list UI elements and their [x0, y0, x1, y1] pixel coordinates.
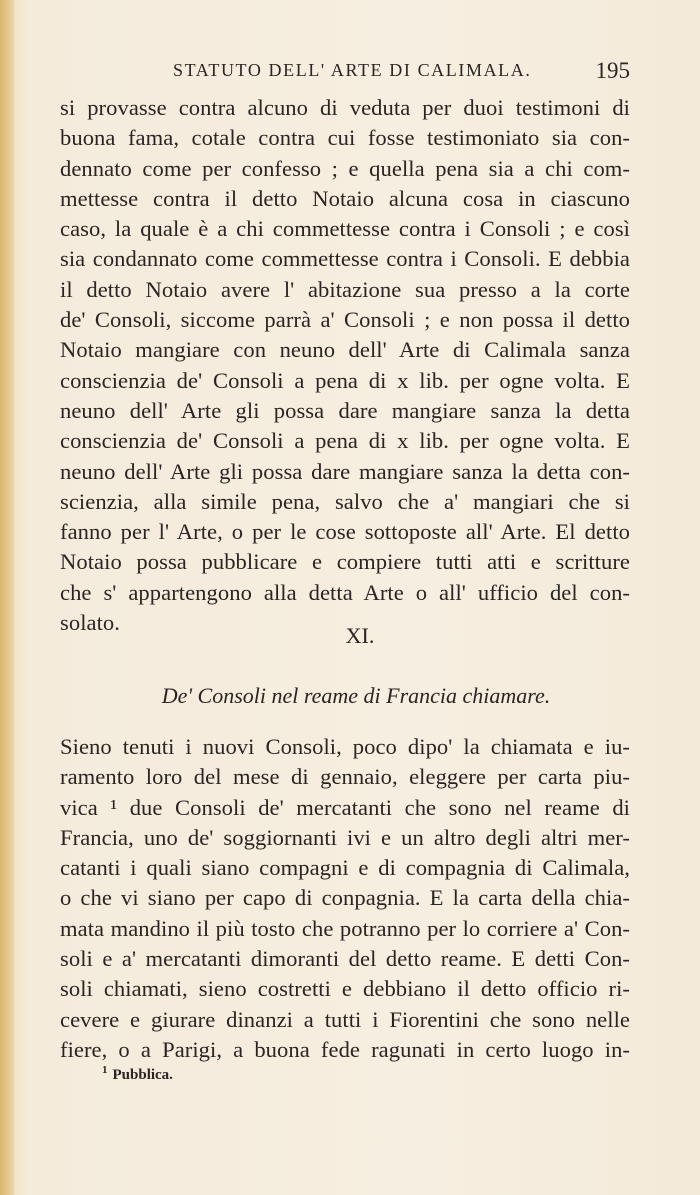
text-line: fiere, o a Parigi, a buona fede ragunati in certo luogo in- [60, 1036, 630, 1062]
paragraph-1 [60, 93, 630, 638]
text-line: Francia, uno de' soggiornanti ivi e un altro degli altri mer- [60, 824, 630, 850]
text-line: il detto Notaio avere l' abitazione sua presso a la corte [60, 276, 630, 302]
text-line: solato. [60, 610, 120, 636]
footnote-text: Pubblica. [112, 1067, 173, 1083]
text-line: buona fama, cotale contra cui fosse testimoniato sia con- [60, 125, 630, 151]
text-line: conscienzia de' Consoli a pena di x lib. per ogne volta. E [60, 367, 630, 393]
text-line: conscienzia de' Consoli a pena di x lib. per ogne volta. E [60, 428, 630, 454]
text-line: sia condannato come commettesse contra i Consoli. E debbia [60, 246, 630, 272]
page-number: 195 [595, 58, 630, 83]
paragraph-2 [60, 732, 630, 1065]
text-line: neuno dell' Arte gli possa dare mangiare sanza la detta [60, 397, 630, 423]
text-line: dennato come per confesso ; e quella pena sia a chi com- [60, 155, 630, 181]
text-line: mata mandino il più tosto che potranno per lo corriere a' Con- [60, 915, 630, 941]
text-line: mettesse contra il detto Notaio alcuna cosa in ciascuno [60, 185, 630, 211]
text-line: Notaio possa pubblicare e compiere tutti atti e scritture [60, 549, 630, 575]
text-line: de' Consoli, siccome parrà a' Consoli ; e non possa il detto [60, 307, 630, 333]
page-header [60, 58, 630, 88]
text-line: caso, la quale è a chi commettesse contra i Consoli ; e così [60, 216, 630, 242]
page-gutter [0, 0, 14, 1195]
text-line: ramento loro del mese di gennaio, eleggere per carta piu- [60, 764, 630, 790]
text-line: che s' appartengono alla detta Arte o all' ufficio del con- [60, 579, 630, 605]
text-line: si provasse contra alcuno di veduta per duoi testimoni di [60, 95, 630, 120]
text-line: cevere e giurare dinanzi a tutti i Fiorentini che sono nelle [60, 1006, 630, 1032]
section-title: De' Consoli nel reame di Francia chiamare. [161, 683, 551, 708]
footnote-marker: 1 [102, 1064, 108, 1076]
running-head: STATUTO DELL' ARTE DI CALIMALA. [173, 60, 532, 80]
text-line: catanti i quali siano compagni e di compagnia di Calimala, [60, 855, 630, 881]
text-line: vica ¹ due Consoli de' mercatanti che sono nel reame di [60, 794, 630, 820]
text-line: soli chiamati, sieno costretti e debbiano il detto officio ri- [60, 976, 630, 1002]
text-line: neuno dell' Arte gli possa dare mangiare sanza la detta con- [60, 458, 630, 484]
text-line: scienzia, alla simile pena, salvo che a' mangiari che si [60, 488, 630, 514]
text-line: Notaio mangiare con neuno dell' Arte di Calimala sanza [60, 337, 630, 363]
text-line: soli e a' mercatanti dimoranti del detto reame. E detti Con- [60, 946, 630, 972]
footnote [102, 1064, 173, 1084]
text-line: fanno per l' Arte, o per le cose sottoposte all' Arte. El detto [60, 519, 630, 545]
text-line: Sieno tenuti i nuovi Consoli, poco dipo' la chiamata e iu- [60, 734, 630, 759]
section-number: XI. [345, 623, 375, 648]
text-line: o che vi siano per capo di conpagnia. E la carta della chia- [60, 885, 630, 911]
